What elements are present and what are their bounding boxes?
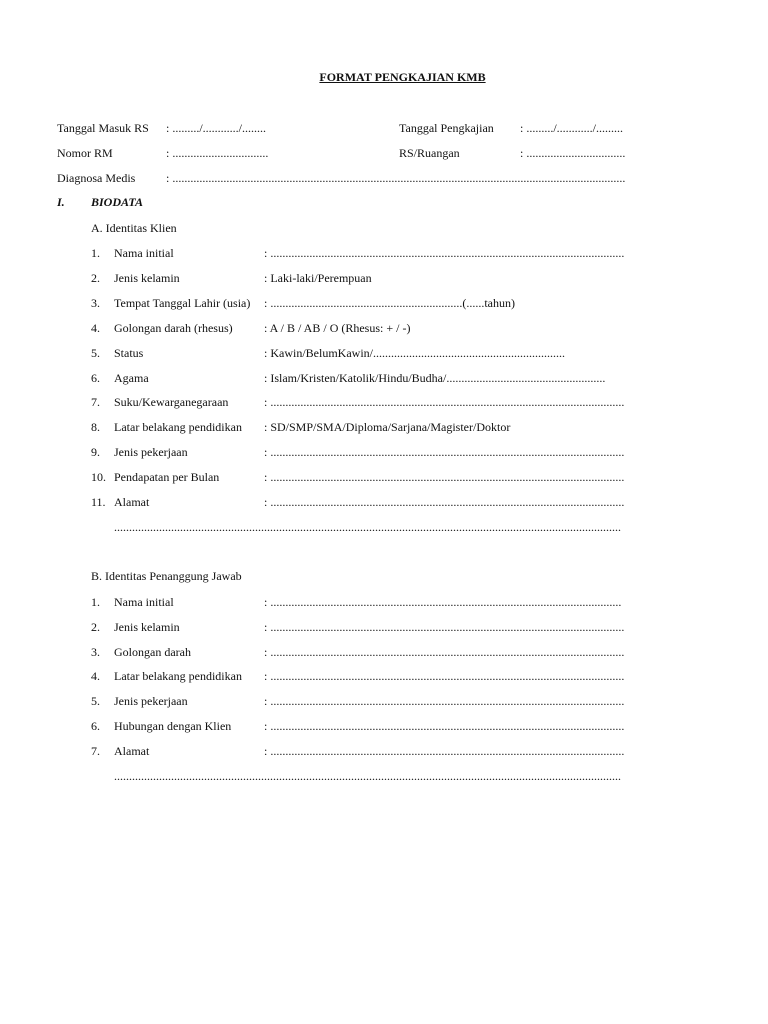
tanggal-pengkajian-field: : ........./............/......... xyxy=(520,121,624,135)
nomor-rm-field: : ................................ xyxy=(166,146,269,160)
row-number: 7. xyxy=(91,743,100,758)
diagnosa-medis-field: : ....................................................................................................................................................... xyxy=(166,171,626,185)
nomor-rm-label: Nomor RM xyxy=(57,146,113,160)
row-number: 2. xyxy=(91,270,100,285)
row-field: : ...................................................................................................................... xyxy=(264,495,625,509)
row-number: 3. xyxy=(91,295,100,310)
row-field: : ...................................................................................................................... xyxy=(264,669,625,684)
row-label: Pendapatan per Bulan xyxy=(114,470,220,485)
row-label: Jenis pekerjaan xyxy=(114,694,188,709)
row-number: 1. xyxy=(91,246,100,260)
klien-alamat-continuation: ......................................................................................................................................................................... xyxy=(114,520,621,534)
tanggal-masuk-field: : ........./............/........ xyxy=(166,121,267,135)
row-number: 10. xyxy=(91,470,106,485)
row-number: 11. xyxy=(91,495,106,509)
row-field: : SD/SMP/SMA/Diploma/Sarjana/Magister/Doktor xyxy=(264,420,511,435)
row-number: 4. xyxy=(91,320,100,335)
section-title: BIODATA xyxy=(91,195,144,209)
row-label: Agama xyxy=(114,370,149,385)
row-field: : ...................................................................................................................... xyxy=(264,246,625,260)
row-field: : Kawin/BelumKawin/................................................................ xyxy=(264,345,565,360)
form-title: FORMAT PENGKAJIAN KMB xyxy=(319,70,486,84)
row-field: : Laki-laki/Perempuan xyxy=(264,270,372,285)
row-label: Jenis kelamin xyxy=(114,270,180,285)
row-field: : ...................................................................................................................... xyxy=(264,694,625,709)
row-label: Status xyxy=(114,345,144,360)
row-number: 8. xyxy=(91,420,100,435)
klien-heading: A. Identitas Klien xyxy=(91,221,177,235)
section-number: I. xyxy=(57,195,65,209)
diagnosa-medis-label: Diagnosa Medis xyxy=(57,171,136,185)
row-field: : ...................................................................................................................... xyxy=(264,619,625,634)
penanggung-heading: B. Identitas Penanggung Jawab xyxy=(91,569,242,583)
row-label: Jenis pekerjaan xyxy=(114,445,188,460)
row-number: 6. xyxy=(91,719,100,733)
rs-ruangan-label: RS/Ruangan xyxy=(399,146,460,160)
row-field: : Islam/Kristen/Katolik/Hindu/Budha/..................................................... xyxy=(264,370,606,385)
row-label: Nama initial xyxy=(114,246,174,260)
row-label: Latar belakang pendidikan xyxy=(114,669,242,684)
row-number: 3. xyxy=(91,644,100,659)
penanggung-alamat-continuation: ......................................................................................................................................................................... xyxy=(114,769,621,783)
row-label: Alamat xyxy=(114,743,150,758)
row-label: Alamat xyxy=(114,495,150,509)
tanggal-pengkajian-label: Tanggal Pengkajian xyxy=(399,121,494,135)
row-label: Golongan darah (rhesus) xyxy=(114,320,233,335)
row-label: Golongan darah xyxy=(114,644,191,659)
row-field: : ................................................................(......tahun) xyxy=(264,295,515,310)
row-label: Tempat Tanggal Lahir (usia) xyxy=(114,295,251,310)
row-field: : ...................................................................................................................... xyxy=(264,445,625,460)
row-field: : ...................................................................................................................... xyxy=(264,719,625,733)
row-field: : ...................................................................................................................... xyxy=(264,470,625,485)
tanggal-masuk-label: Tanggal Masuk RS xyxy=(57,121,149,135)
row-label: Nama initial xyxy=(114,595,174,609)
row-field: : ...................................................................................................................... xyxy=(264,644,625,659)
row-number: 2. xyxy=(91,619,100,634)
row-field: : ..................................................................................................................... xyxy=(264,595,622,609)
row-label: Hubungan dengan Klien xyxy=(114,719,232,733)
row-number: 5. xyxy=(91,694,100,709)
row-label: Suku/Kewarganegaraan xyxy=(114,395,229,410)
row-number: 9. xyxy=(91,445,100,460)
row-number: 1. xyxy=(91,595,100,609)
row-field: : A / B / AB / O (Rhesus: + / -) xyxy=(264,320,411,335)
row-number: 7. xyxy=(91,395,100,410)
row-number: 6. xyxy=(91,370,100,385)
row-number: 5. xyxy=(91,345,100,360)
rs-ruangan-field: : ................................. xyxy=(520,146,626,160)
row-label: Jenis kelamin xyxy=(114,619,180,634)
row-field: : ...................................................................................................................... xyxy=(264,395,625,410)
row-label: Latar belakang pendidikan xyxy=(114,420,242,435)
row-field: : ...................................................................................................................... xyxy=(264,743,625,758)
row-number: 4. xyxy=(91,669,100,684)
